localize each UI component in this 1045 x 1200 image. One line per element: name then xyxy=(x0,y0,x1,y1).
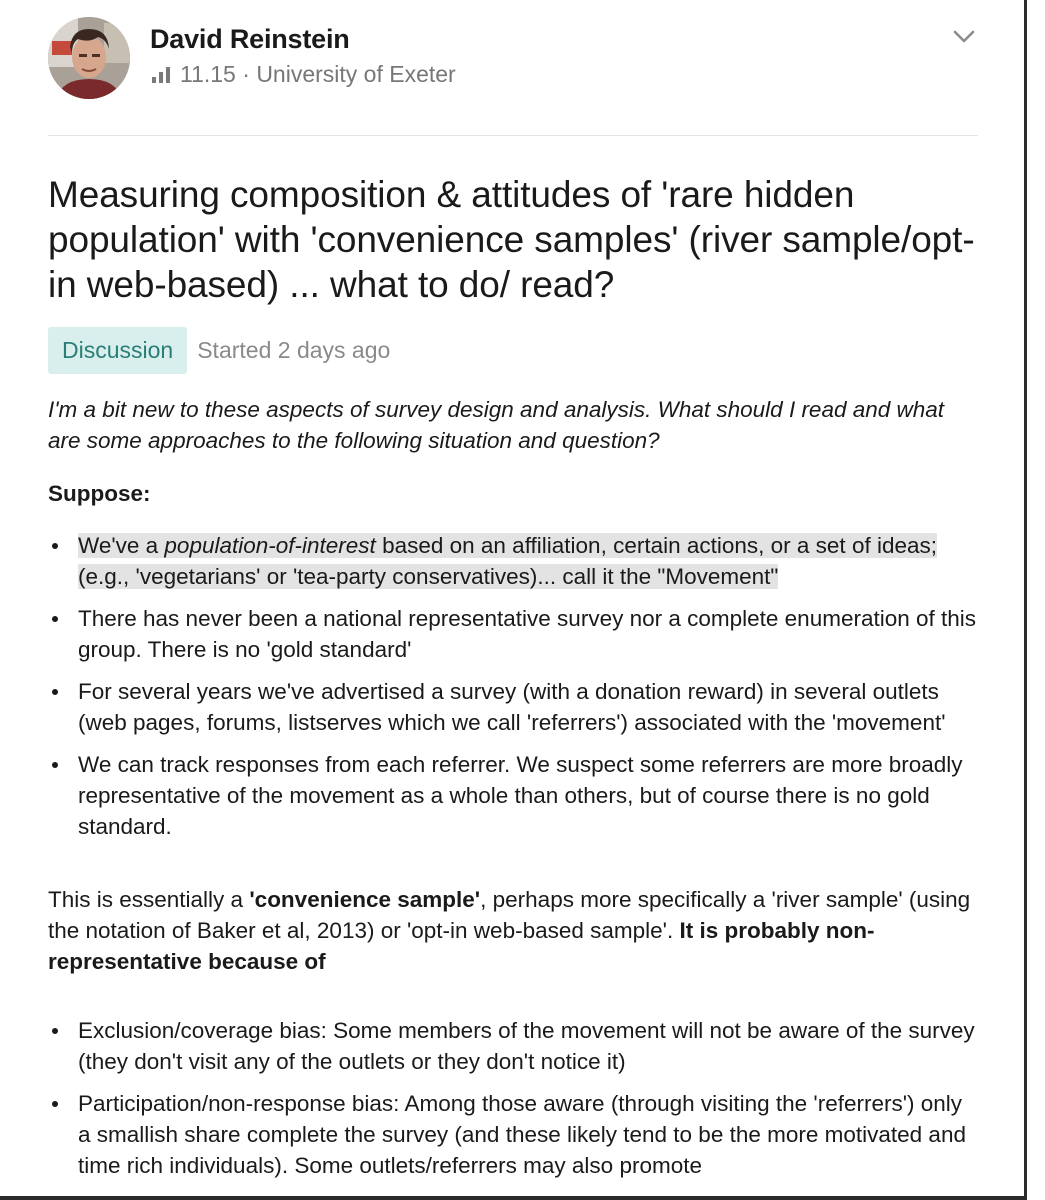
meta-separator: · xyxy=(235,61,257,87)
author-score: 11.15 xyxy=(180,61,236,87)
paragraph-bold: 'convenience sample' xyxy=(249,887,481,912)
avatar[interactable] xyxy=(48,17,130,99)
post-title: Measuring composition & attitudes of 'rare hidden population' with 'convenience samples' (river sample/opt-in web-based) ... what to do/ read? xyxy=(48,174,975,305)
list-item: There has never been a national representative survey nor a complete enumeration of this group. There is no 'gold standard' xyxy=(48,603,978,665)
paragraph-text: , perhaps more specifically a 'river sample' (using the notation of Baker et al, 2013) or 'opt-in web-based sample'. xyxy=(48,887,971,943)
signal-bars-icon xyxy=(152,67,170,83)
discussion-card xyxy=(48,0,978,1192)
list-item-emphasis: population-of-interest xyxy=(164,533,376,558)
chevron-down-icon[interactable] xyxy=(952,24,976,48)
post-intro: I'm a bit new to these aspects of survey design and analysis. What should I read and what are some approaches to the following situation and question? xyxy=(48,397,945,453)
bias-list xyxy=(48,1015,978,1181)
post-tagline xyxy=(48,327,978,374)
paragraph-bold: It is probably non-representative because of xyxy=(48,918,875,974)
author-affiliation: University of Exeter xyxy=(256,61,456,87)
suppose-heading: Suppose: xyxy=(48,481,151,506)
window-edge-right xyxy=(1024,0,1027,1200)
avatar-image xyxy=(48,17,130,99)
list-item xyxy=(48,530,978,592)
author-meta xyxy=(152,61,456,88)
suppose-list xyxy=(48,530,978,842)
author-name[interactable]: David Reinstein xyxy=(150,24,350,54)
list-item-text-part: based on an affiliation, certain actions, or a set of ideas; (e.g., 'vegetarians' or 'tea-party conservatives)... call it the "Movement" xyxy=(78,533,937,589)
highlighted-text xyxy=(78,533,937,589)
list-item: Exclusion/coverage bias: Some members of the movement will not be aware of the survey (they don't visit any of the outlets or they don't notice it) xyxy=(48,1015,978,1077)
discussion-tag[interactable]: Discussion xyxy=(48,327,187,374)
list-item-text-part: We've a xyxy=(78,533,165,558)
started-time: Started 2 days ago xyxy=(197,337,391,363)
list-item: We can track responses from each referrer. We suspect some referrers are more broadly representative of the movement as a whole than others, but of course there is no gold standard. xyxy=(48,749,978,842)
window-edge-bottom xyxy=(0,1196,1027,1200)
paragraph-text: This is essentially a xyxy=(48,887,250,912)
post-header xyxy=(48,0,978,136)
body-paragraph xyxy=(48,884,978,977)
list-item: Participation/non-response bias: Among those aware (through visiting the 'referrers') only a smallish share complete the survey (and these likely tend to be the more motivated and time rich individuals). Some outlets/referrers may also promote xyxy=(48,1088,978,1181)
list-item: For several years we've advertised a survey (with a donation reward) in several outlets (web pages, forums, listserves which we call 'referrers') associated with the 'movement' xyxy=(48,676,978,738)
